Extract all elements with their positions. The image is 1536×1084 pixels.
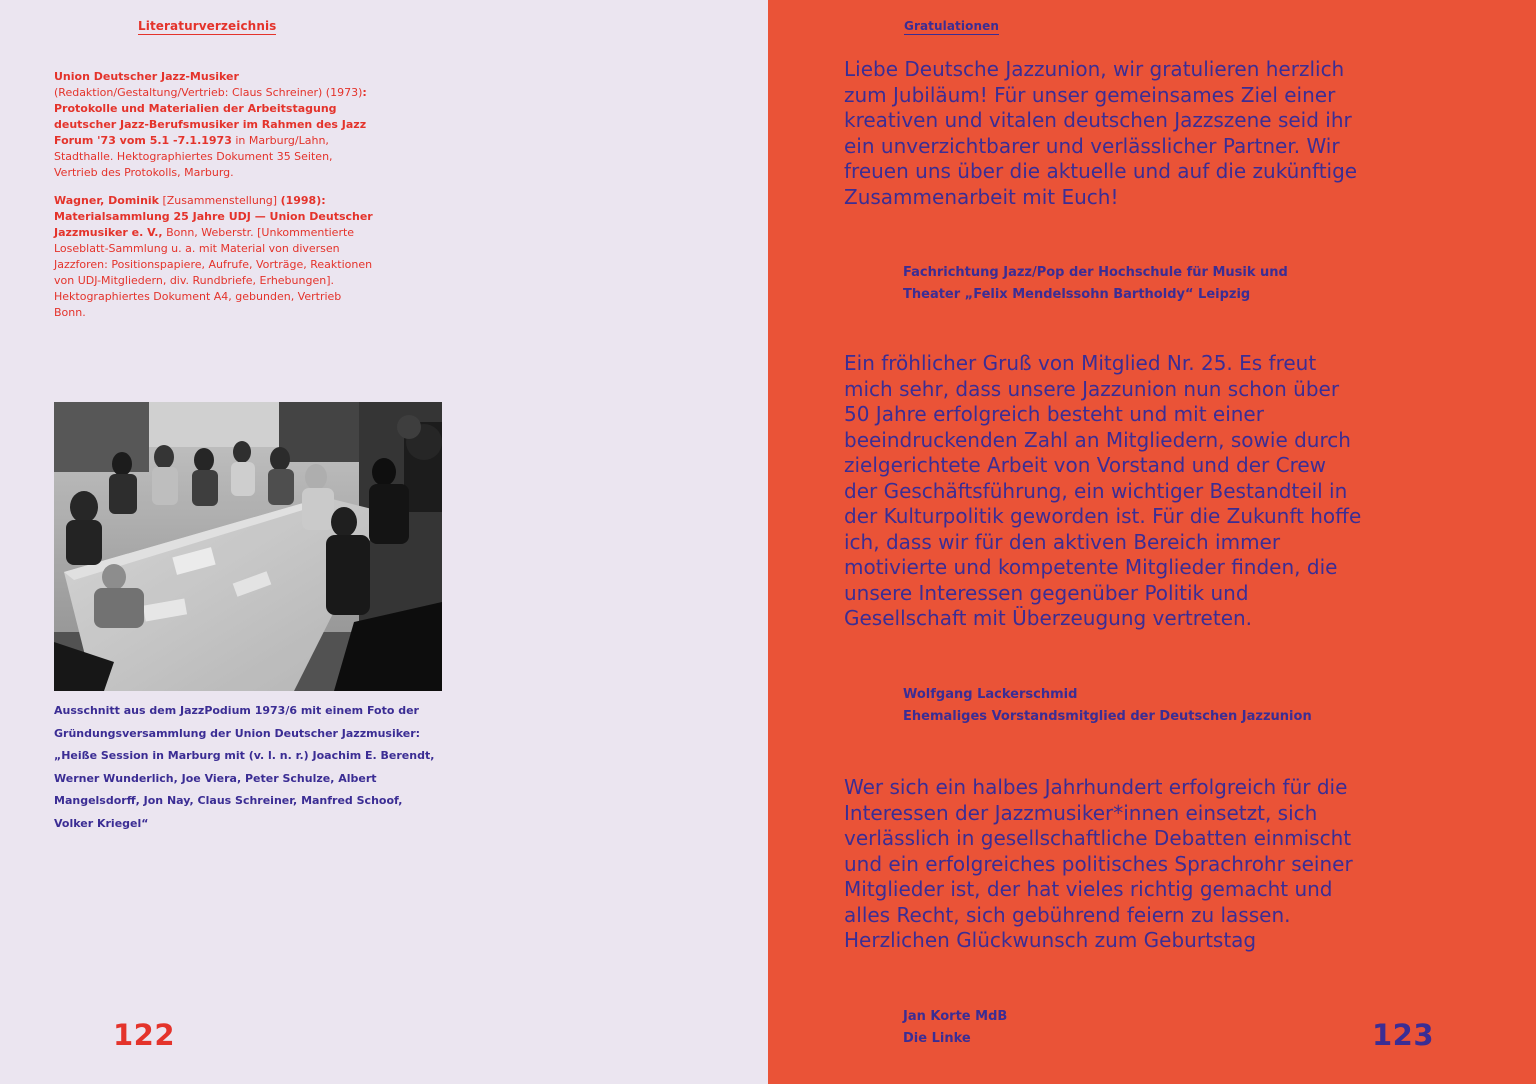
congratulation-message: Liebe Deutsche Jazzunion, wir gratulieren herzlich zum Jubiläum! Für unser gemeinsames Ziel einer kreativen und vitalen deutschen Jazzszene seid ihr ein unverzichtbarer und verlässlicher Partner. Wir freuen uns über die aktuelle und auf die zukünftige Zusammenarbeit mit Euch!: [844, 57, 1358, 209]
section-label-gratulationen: Gratulationen: [904, 19, 999, 33]
entry-author: Wagner, Dominik: [54, 194, 159, 207]
right-page: [768, 0, 1536, 1084]
signature-line: Ehemaliges Vorstandsmitglied der Deutschen Jazzunion: [903, 709, 1312, 724]
congratulation-message: Ein fröhlicher Gruß von Mitglied Nr. 25. Es freut mich sehr, dass unsere Jazzunion nun schon über 50 Jahre erfolgreich besteht und mit einer beeindruckenden Zahl an Mitgliedern, sowie durch zielgerichtete Arbeit von Vorstand und der Crew der Geschäftsführung, ein wichtiger Bestandteil in der Kulturpolitik geworden ist. Für die Zukunft hoffe ich, dass wir für den aktiven Bereich immer motivierte und kompetente Mitglieder finden, die unsere Interessen gegenüber Politik und Gesellschaft mit Überzeugung vertreten.: [844, 351, 1362, 630]
signature-line: Wolfgang Lackerschmid: [903, 687, 1078, 702]
entry-author: Union Deutscher Jazz-Musiker: [54, 70, 239, 83]
signature-line: Fachrichtung Jazz/Pop der Hochschule für Musik und: [903, 265, 1288, 280]
meeting-photo-image: [54, 402, 442, 691]
bibliography-entry: [54, 69, 374, 181]
bibliography-entry: [54, 193, 374, 321]
entry-details: in Marburg/Lahn, Stadthalle. Hektographiertes Dokument 35 Seiten, Vertrieb des Protokolls, Marburg.: [54, 134, 333, 179]
entry-title: : Protokolle und Materialien der Arbeitstagung deutscher Jazz-Berufsmusiker im Rahmen des Jazz Forum '73 vom 5.1 -7.1.1973: [54, 86, 367, 147]
entry-title: (1998): Materialsammlung 25 Jahre UDJ — Union Deutscher Jazzmusiker e. V.,: [54, 194, 373, 239]
signature-line: Die Linke: [903, 1031, 971, 1046]
section-label-literaturverzeichnis: Literaturverzeichnis: [138, 19, 277, 33]
historical-photo: [54, 402, 442, 691]
photo-caption: Ausschnitt aus dem JazzPodium 1973/6 mit einem Foto der Gründungsversammlung der Union Deutscher Jazzmusiker: „Heiße Session in Marburg mit (v. l. n. r.) Joachim E. Berendt, Werner Wunderlich, Joe Viera, Peter Schulze, Albert Mangelsdorff, Jon Nay, Claus Schreiner, Manfred Schoof, Volker Kriegel“: [54, 704, 435, 830]
page-number-left: 122: [113, 1018, 176, 1052]
signature-line: Jan Korte MdB: [903, 1009, 1008, 1024]
entry-editor: (Redaktion/Gestaltung/Vertrieb: Claus Schreiner) (1973): [54, 86, 363, 99]
message-signature: [903, 262, 1363, 306]
signature-line: Theater „Felix Mendelssohn Bartholdy“ Leipzig: [903, 287, 1251, 302]
page-number-right: 123: [1372, 1018, 1435, 1052]
entry-editor: [Zusammenstellung]: [158, 194, 281, 207]
entry-details: Bonn, Weberstr. [Unkommentierte Loseblatt-Sammlung u. a. mit Material von diversen Jazzforen: Positionspapiere, Aufrufe, Vorträge, Reaktionen von UDJ-Mitgliedern, div. Rundbriefe, Erhebungen]. Hektographiertes Dokument A4, gebunden, Vertrieb Bonn.: [54, 226, 373, 319]
congratulation-message: Wer sich ein halbes Jahrhundert erfolgreich für die Interessen der Jazzmusiker*innen einsetzt, sich verlässlich in gesellschaftliche Debatten einmischt und ein erfolgreiches politisches Sprachrohr seiner Mitglieder ist, der hat vieles richtig gemacht und alles Recht, sich gebührend feiern zu lassen. Herzlichen Glückwunsch zum Geburtstag: [844, 775, 1353, 952]
message-signature: [903, 684, 1363, 728]
message-signature: [903, 1006, 1363, 1050]
